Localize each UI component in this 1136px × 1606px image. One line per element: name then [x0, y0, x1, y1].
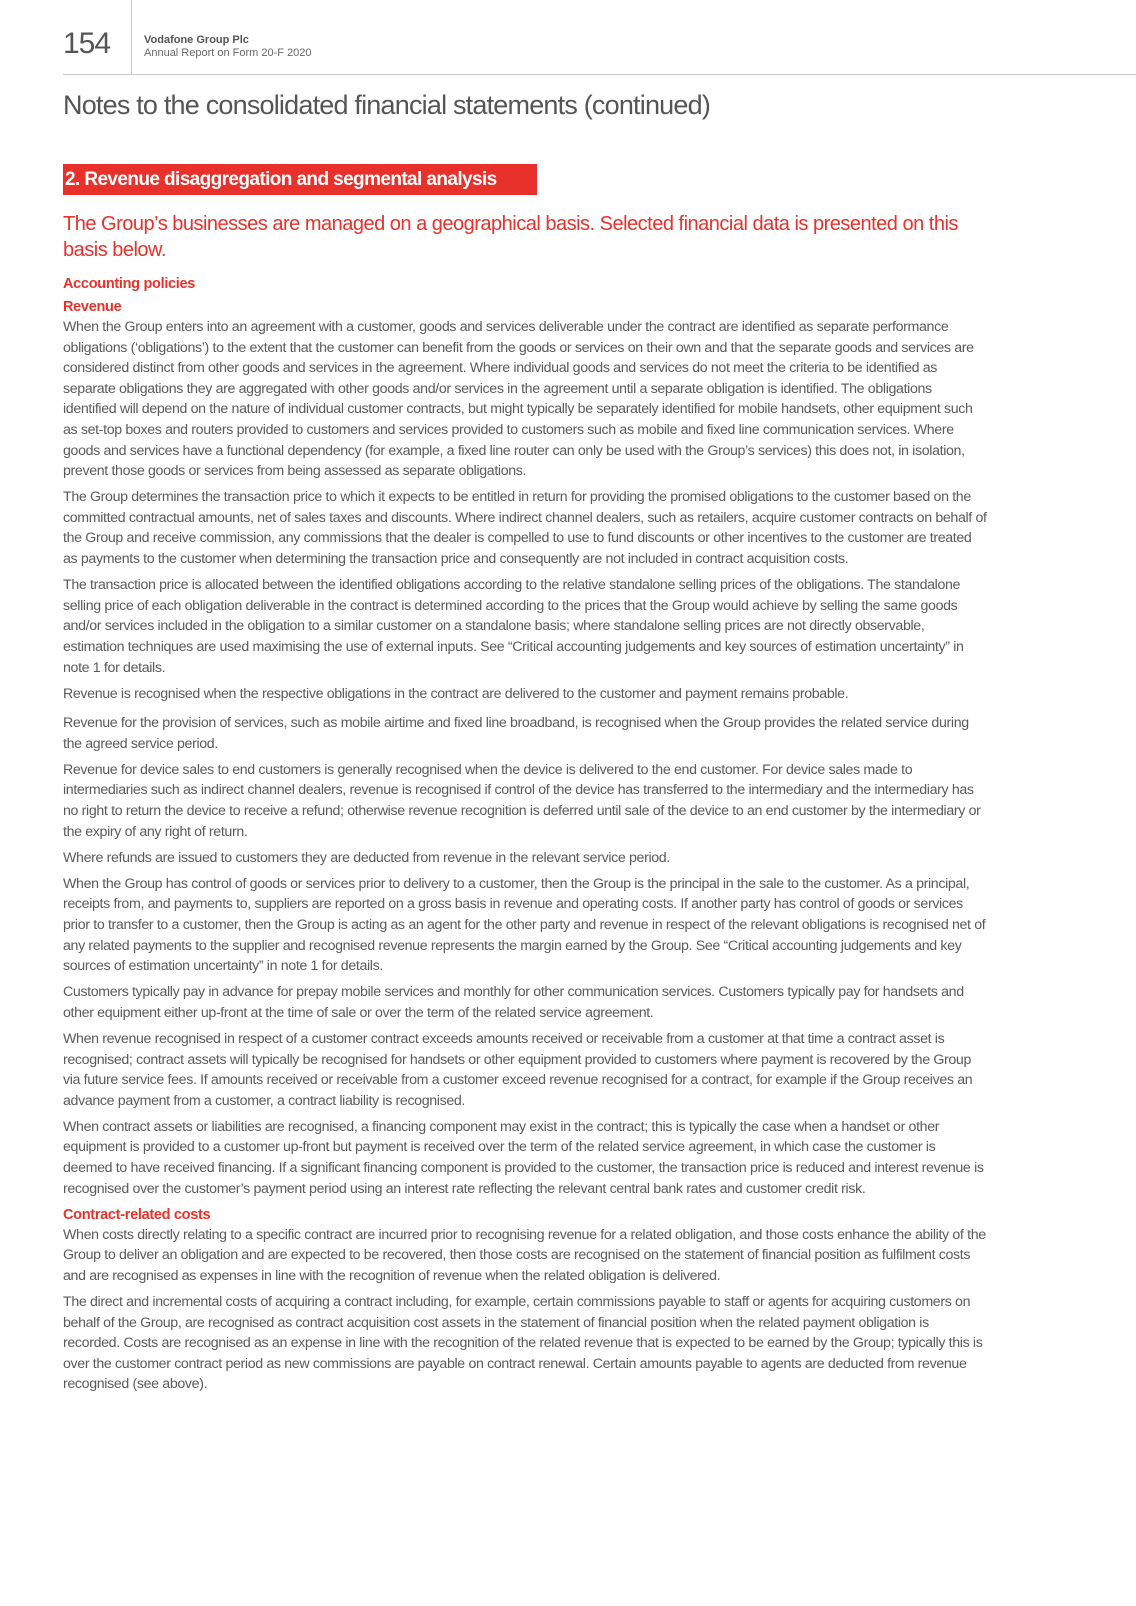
- header-horizontal-divider: [63, 74, 1136, 75]
- report-name: Annual Report on Form 20-F 2020: [144, 47, 312, 59]
- revenue-paragraph: When the Group has control of goods or services prior to delivery to a customer, then the Group is the principal in the sale to the customer. As a principal, receipts from, and payments to, suppliers are reported on a gross basis in revenue and operating costs. If another party has control of goods or services prior to transfer to a customer, then the Group is acting as an agent for the other party and revenue in respect of the relevant obligations is recognised net of any related payments to the supplier and recognised revenue represents the margin earned by the Group. See “Critical accounting judgements and key sources of estimation uncertainty” in note 1 for details.: [63, 875, 986, 975]
- revenue-paragraph: When the Group enters into an agreement with a customer, goods and services deliverable under the contract are identified as separate performance obligations (‘obligations’) to the extent that the customer can benefit from the goods or services on their own and that the separate goods and services are considered distinct from other goods and services in the agreement. Where individual goods and services do not meet the criteria to be identified as separate obligations they are aggregated with other goods and/or services in the agreement until a separate obligation is identified. The obligations identified will depend on the nature of individual customer contracts, but might typically be separately identified for mobile handsets, other equipment such as set-top boxes and routers provided to customers and services provided to customers such as mobile and fixed line communication services. Where goods and services have a functional dependency (for example, a fixed line router can only be used with the Group’s services) this does not, in isolation, prevent those goods or services from being assessed as separate obligations.: [63, 319, 974, 480]
- revenue-paragraph: The transaction price is allocated between the identified obligations according to the relative standalone selling prices of the obligations. The standalone selling price of each obligation deliverable in the contract is determined according to the prices that the Group would achieve by selling the same goods and/or services included in the obligation to a similar customer on a standalone basis; where standalone selling prices are not directly observable, estimation techniques are used maximising the use of external inputs. See “Critical accounting judgements and key sources of estimation uncertainty” in note 1 for details.: [63, 577, 964, 676]
- page-number: 154: [63, 27, 111, 60]
- revenue-paragraph: Revenue is recognised when the respective obligations in the contract are delivered to the customer and payment remains probable.: [63, 685, 849, 702]
- section-intro: The Group’s businesses are managed on a geographical basis. Selected financial data is presented on this basis below.: [63, 213, 958, 261]
- page-title: Notes to the consolidated financial statements (continued): [63, 90, 711, 120]
- revenue-paragraph: The Group determines the transaction price to which it expects to be entitled in return for providing the promised obligations to the customer based on the committed contractual amounts, net of sales taxes and discounts. Where indirect channel dealers, such as retailers, acquire customer contracts on behalf of the Group and receive commission, any commissions that the dealer is compelled to use to fund discounts or other incentives to the customer are treated as payments to the customer when determining the transaction price and consequently are not included in contract acquisition costs.: [63, 489, 987, 568]
- revenue-paragraph: When contract assets or liabilities are recognised, a financing component may exist in the contract; this is typically the case when a handset or other equipment is provided to a customer up-front but payment is received over the term of the related service agreement, in which case the customer is deemed to have received financing. If a significant financing component is provided to the customer, the transaction price is reduced and interest revenue is recognised over the customer’s payment period using an interest rate reflecting the relevant central bank rates and customer credit risk.: [63, 1118, 984, 1197]
- accounting-policies: [63, 274, 988, 1401]
- revenue-paragraph: Revenue for device sales to end customers is generally recognised when the device is delivered to the end customer. For device sales made to intermediaries such as indirect channel dealers, revenue is recognised if control of the device has transferred to the intermediary and the intermediary has no right to return the device to receive a refund; otherwise revenue recognition is deferred until sale of the device to an end customer by the intermediary or the expiry of any right of return.: [63, 761, 981, 840]
- contract-costs-paragraph: When costs directly relating to a specific contract are incurred prior to recognising revenue for a related obligation, and those costs enhance the ability of the Group to deliver an obligation and are expected to be recovered, then those costs are recognised on the statement of financial position as fulfilment costs and are recognised as expenses in line with the recognition of revenue when the related obligation is delivered.: [63, 1226, 986, 1284]
- revenue-paragraph: When revenue recognised in respect of a customer contract exceeds amounts received or receivable from a customer at that time a contract asset is recognised; contract assets will typically be recognised for handsets or other equipment provided to customers where payment is recovered by the Group via future service fees. If amounts received or receivable from a customer exceed revenue recognised for a contract, for example if the Group receives an advance payment from a customer, a contract liability is recognised.: [63, 1031, 973, 1109]
- contract-costs-paragraph: The direct and incremental costs of acquiring a contract including, for example, certain commissions payable to staff or agents for acquiring customers on behalf of the Group, are recognised as contract acquisition cost assets in the statement of financial position when the related payment obligation is recorded. Costs are recognised as an expense in line with the recognition of the related revenue that is expected to be earned by the Group; typically this is over the customer contract period as new commissions are payable on contract renewal. Certain amounts payable to agents are deducted from revenue recognised (see above).: [63, 1294, 983, 1393]
- section-title: 2. Revenue disaggregation and segmental analysis: [63, 164, 537, 195]
- revenue-paragraph: Where refunds are issued to customers they are deducted from revenue in the relevant service period.: [63, 849, 670, 866]
- header-vertical-divider: [131, 0, 132, 75]
- revenue-heading: Revenue: [63, 299, 122, 315]
- revenue-paragraph: Revenue for the provision of services, such as mobile airtime and fixed line broadband, is recognised when the Group provides the related service during the agreed service period.: [63, 715, 969, 752]
- accounting-policies-heading: Accounting policies: [63, 276, 196, 292]
- company-name: Vodafone Group Plc: [144, 34, 249, 46]
- contract-costs-heading: Contract-related costs: [63, 1206, 211, 1223]
- revenue-paragraph: Customers typically pay in advance for prepay mobile services and monthly for other communication services. Customers typically pay for handsets and other equipment either up-front at the time of sale or over the term of the related service agreement.: [63, 984, 964, 1021]
